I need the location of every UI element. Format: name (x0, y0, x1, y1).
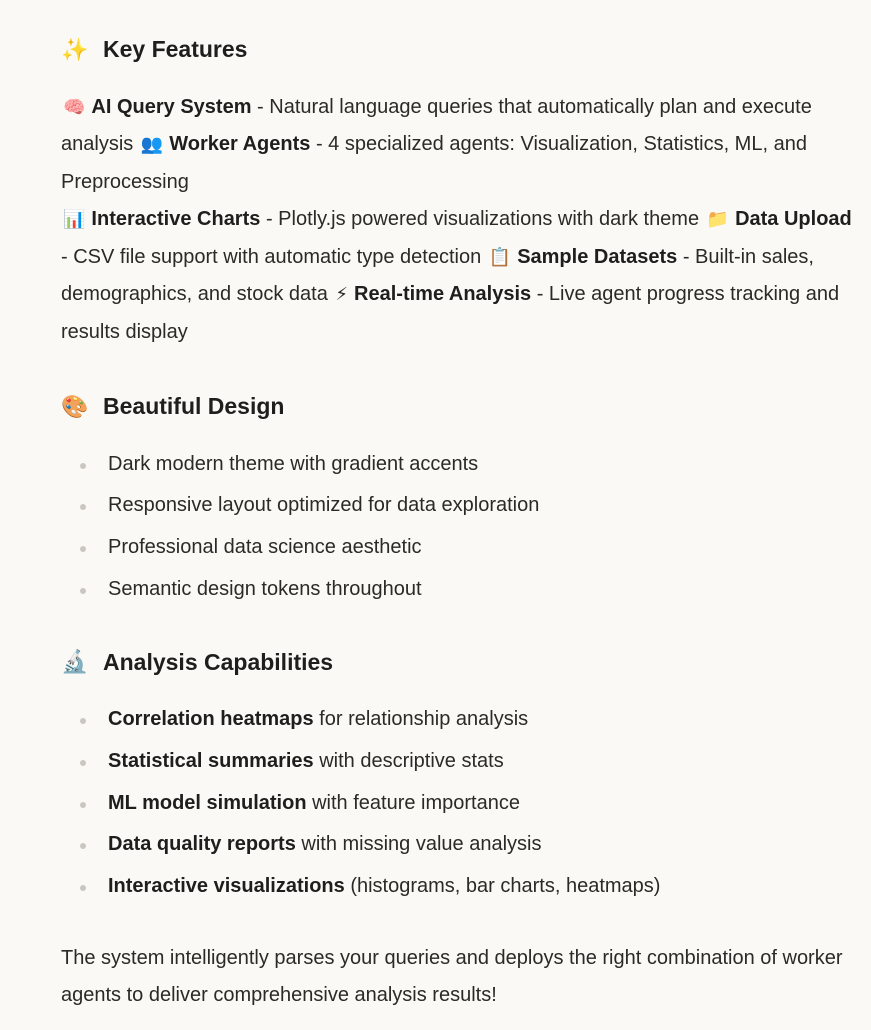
heading-beautiful-design-text: Beautiful Design (103, 393, 285, 420)
list-item: Dark modern theme with gradient accents (61, 444, 851, 486)
capability-name: Data quality reports (108, 833, 296, 856)
capability-desc: with feature importance (306, 791, 520, 814)
brain-icon: 🧠 (63, 96, 86, 117)
feature-desc: - Plotly.js powered visualizations with dark theme (260, 208, 705, 231)
palette-icon: 🎨 (61, 393, 89, 419)
list-item (61, 783, 851, 825)
list-item: Semantic design tokens throughout (61, 569, 851, 611)
heading-analysis-capabilities-text: Analysis Capabilities (103, 648, 334, 675)
microscope-icon: 🔬 (61, 649, 89, 675)
capability-name: Statistical summaries (108, 749, 314, 772)
feature-desc: - 4 specialized agents: Visualization, Statistics, ML, and Preprocessing (61, 133, 807, 193)
lightning-icon: ⚡ (335, 284, 349, 305)
list-item: Responsive layout optimized for data exploration (61, 485, 851, 527)
feature-name: Data Upload (735, 208, 852, 231)
feature-desc: - Built-in sales, demographics, and stock data (61, 245, 814, 306)
list-item (61, 741, 851, 783)
bar-chart-icon: 📊 (63, 209, 86, 230)
capability-name: Correlation heatmaps (108, 708, 314, 731)
design-list (61, 444, 851, 611)
analysis-list (61, 699, 851, 908)
capability-name: Interactive visualizations (108, 874, 345, 897)
capability-desc: with descriptive stats (313, 749, 504, 772)
closing-paragraph: The system intelligently parses your queries and deploys the right combination of worker agents to deliver comprehensive analysis results! (61, 946, 843, 1007)
heading-beautiful-design (61, 393, 851, 421)
feature-desc: - Live agent progress tracking and results display (61, 283, 840, 343)
feature-desc: - CSV file support with automatic type detection (61, 245, 487, 268)
features-paragraph (61, 89, 853, 352)
list-item (61, 699, 851, 741)
sparkles-icon: ✨ (61, 36, 89, 62)
capability-desc: with missing value analysis (295, 833, 542, 856)
feature-name: Worker Agents (169, 133, 311, 156)
capability-desc: for relationship analysis (313, 708, 529, 731)
feature-name: Sample Datasets (517, 245, 678, 268)
heading-key-features (61, 36, 851, 64)
feature-name: Real-time Analysis (354, 283, 532, 306)
feature-name: Interactive Charts (91, 208, 261, 231)
feature-name: AI Query System (91, 95, 252, 118)
heading-analysis-capabilities (61, 649, 851, 677)
heading-key-features-text: Key Features (103, 36, 248, 62)
capability-name: ML model simulation (108, 791, 307, 814)
list-item (61, 824, 851, 866)
clipboard-icon: 📋 (488, 246, 512, 267)
people-icon: 👥 (140, 134, 164, 155)
folder-icon: 📁 (706, 209, 730, 230)
list-item (61, 866, 851, 908)
capability-desc: (histograms, bar charts, heatmaps) (344, 874, 661, 897)
feature-desc: - Natural language queries that automatically plan and execute analysis (61, 95, 812, 156)
list-item: Professional data science aesthetic (61, 527, 851, 569)
